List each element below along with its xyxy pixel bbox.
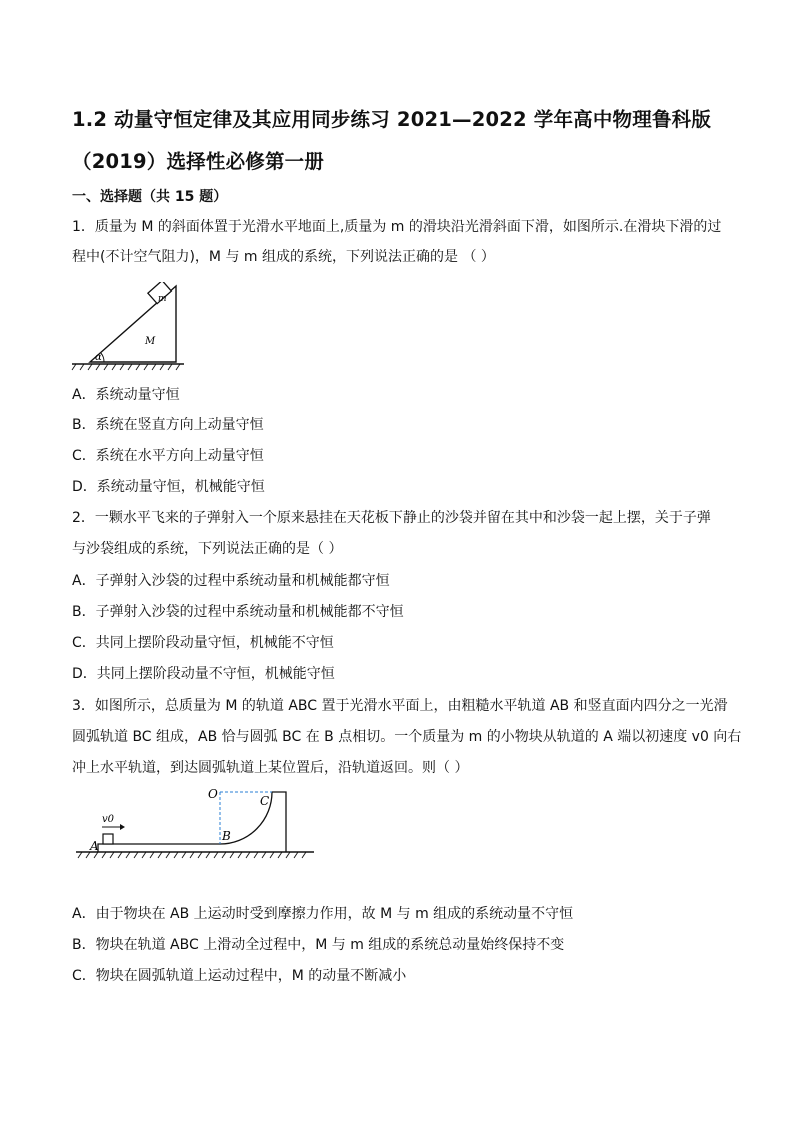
question-1-option-a: A．系统动量守恒 — [72, 387, 180, 403]
block-label: m — [158, 294, 167, 304]
velocity-label: v0 — [102, 814, 115, 825]
document-title-line-1: 1.2 动量守恒定律及其应用同步练习 2021—2022 学年高中物理鲁科版 — [72, 108, 712, 131]
question-2-option-c: C．共同上摆阶段动量守恒，机械能不守恒 — [72, 635, 334, 651]
question-1-option-d: D．系统动量守恒，机械能守恒 — [72, 479, 265, 495]
question-2-stem-line-1: 2．一颗水平飞来的子弹射入一个原来悬挂在天花板下静止的沙袋并留在其中和沙袋一起上摆，关于子弹 — [72, 510, 711, 526]
point-c-label: C — [260, 794, 270, 808]
question-1-stem-line-1: 1．质量为 M 的斜面体置于光滑水平地面上,质量为 m 的滑块沿光滑斜面下滑，如图所示.在滑块下滑的过 — [72, 219, 722, 235]
point-b-label: B — [222, 829, 231, 843]
question-3-option-c: C．物块在圆弧轨道上运动过程中，M 的动量不断减小 — [72, 968, 407, 984]
question-1-option-c: C．系统在水平方向上动量守恒 — [72, 448, 264, 464]
question-2-option-a: A．子弹射入沙袋的过程中系统动量和机械能都守恒 — [72, 573, 390, 589]
question-3-stem-line-2: 圆弧轨道 BC 组成，AB 恰与圆弧 BC 在 B 点相切。一个质量为 m 的小物块从轨道的 A 端以初速度 v0 向右 — [72, 729, 742, 745]
question-3-stem-line-3: 冲上水平轨道，到达圆弧轨道上某位置后，沿轨道返回。则（ ） — [72, 760, 469, 776]
question-2-option-d: D．共同上摆阶段动量不守恒，机械能守恒 — [72, 666, 335, 682]
velocity-arrowhead — [120, 824, 125, 830]
question-1-stem-line-2: 程中(不计空气阻力)，M 与 m 组成的系统，下列说法正确的是 （ ） — [72, 249, 495, 265]
section-heading: 一、选择题（共 15 题） — [72, 189, 228, 205]
body-label: M — [145, 336, 156, 347]
angle-label: α — [95, 352, 102, 363]
question-3-track-figure — [72, 784, 318, 862]
question-3-option-b: B．物块在轨道 ABC 上滑动全过程中，M 与 m 组成的系统总动量始终保持不变 — [72, 937, 565, 953]
question-2-stem-line-2: 与沙袋组成的系统，下列说法正确的是（ ） — [72, 541, 343, 557]
question-1-incline-figure — [68, 282, 188, 372]
question-3-stem-line-1: 3．如图所示，总质量为 M 的轨道 ABC 置于光滑水平面上，由粗糙水平轨道 AB 和竖直面内四分之一光滑 — [72, 698, 728, 714]
ground-hatching — [78, 852, 306, 858]
question-3-option-a: A．由于物块在 AB 上运动时受到摩擦力作用，故 M 与 m 组成的系统动量不守恒 — [72, 906, 574, 922]
question-1-option-b: B．系统在竖直方向上动量守恒 — [72, 417, 264, 433]
ground-hatching — [72, 364, 180, 370]
question-2-option-b: B．子弹射入沙袋的过程中系统动量和机械能都不守恒 — [72, 604, 404, 620]
small-block — [103, 834, 113, 844]
document-title-line-2: （2019）选择性必修第一册 — [72, 150, 325, 173]
track-abc — [98, 792, 286, 852]
point-a-label: A — [90, 839, 99, 853]
point-o-label: O — [208, 787, 218, 801]
